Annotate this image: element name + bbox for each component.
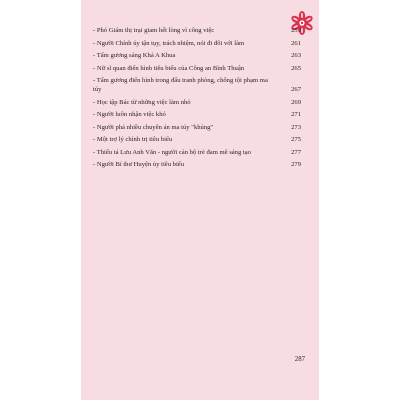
- toc-entry-title: - Người Chính ủy tận tụy, trách nhiệm, nói đi đôi với làm: [93, 39, 245, 47]
- toc-entry-title: - Tấm gương sáng Khả A Khua: [93, 52, 176, 59]
- toc-page-number: 265: [291, 64, 301, 72]
- toc-entry[interactable]: [93, 160, 303, 169]
- toc-entry-title: - Học tập Bác từ những việc làm nhỏ: [93, 98, 191, 106]
- toc-entry-title: - Người luôn nhận việc khó: [93, 111, 166, 118]
- toc-entry[interactable]: [93, 76, 303, 94]
- toc-page-number: 263: [291, 52, 301, 59]
- toc-entry[interactable]: [93, 135, 303, 144]
- toc-entry[interactable]: [93, 64, 303, 73]
- toc-page-number: 275: [291, 136, 301, 143]
- toc-entry-title: - Người Bí thư Huyện ủy tiêu biểu: [93, 161, 185, 168]
- toc-entry[interactable]: [93, 26, 303, 35]
- toc-entry[interactable]: [93, 39, 303, 48]
- toc-entry-title: - Nữ sĩ quan điển hình tiêu biểu của Công an Bình Thuận: [93, 64, 245, 72]
- toc-entry-title: - Người phá nhiều chuyên án ma túy "khủng": [93, 123, 214, 131]
- toc-entry-title: - Tấm gương điển hình trong đấu tranh phòng, chống tội phạm ma túy: [93, 77, 268, 93]
- toc-page-number: 273: [291, 123, 301, 131]
- toc-page-number: 259: [291, 27, 301, 34]
- toc-page-number: 279: [291, 161, 301, 168]
- toc-page-number: 269: [291, 98, 301, 106]
- toc-entry-title: - Một trợ lý chính trị tiêu biểu: [93, 136, 173, 143]
- toc-entry-title: - Phó Giám thị trại giam hết lòng vì công việc: [93, 27, 215, 34]
- toc-entry[interactable]: [93, 51, 303, 60]
- toc-entry[interactable]: [93, 148, 303, 157]
- toc-entry-title: - Thiếu tá Lưu Anh Văn - người cán bộ trẻ đam mê sáng tạo: [93, 148, 251, 156]
- toc-page-number: 277: [291, 148, 301, 156]
- table-of-contents: [93, 26, 303, 173]
- toc-page-number: 271: [291, 111, 301, 118]
- toc-entry[interactable]: [93, 123, 303, 132]
- toc-page-number: 267: [291, 86, 301, 93]
- toc-entry[interactable]: [93, 110, 303, 119]
- page-number-footer: 287: [294, 356, 305, 363]
- toc-entry[interactable]: [93, 98, 303, 107]
- toc-page-number: 261: [291, 39, 301, 47]
